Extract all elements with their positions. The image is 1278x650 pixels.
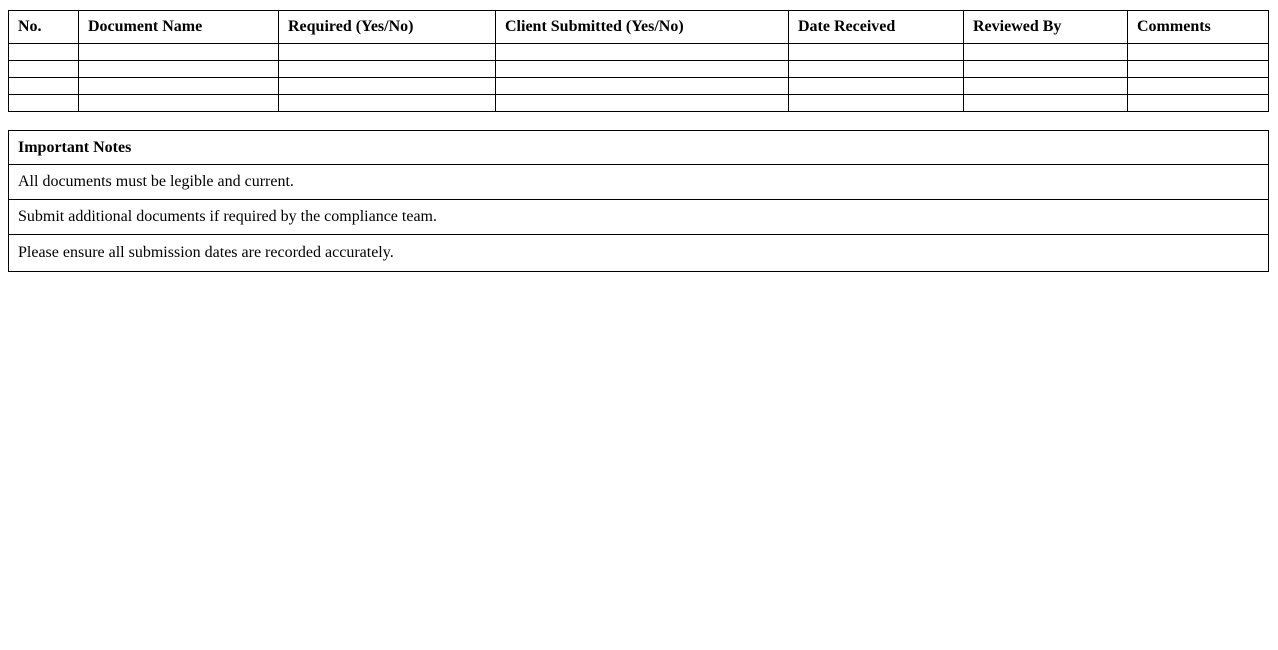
checklist-empty-row	[9, 78, 1269, 95]
checklist-header-row	[9, 11, 1269, 44]
empty-cell-client-submitted	[496, 44, 789, 61]
empty-cell-comments	[1128, 61, 1269, 78]
column-header-document-name: Document Name	[79, 11, 279, 44]
notes-title: Important Notes	[9, 131, 1269, 165]
empty-cell-comments	[1128, 44, 1269, 61]
column-header-no: No.	[9, 11, 79, 44]
empty-cell-reviewed-by	[964, 61, 1128, 78]
empty-cell-date-received	[789, 61, 964, 78]
empty-cell-no	[9, 61, 79, 78]
empty-cell-document-name	[79, 44, 279, 61]
empty-cell-document-name	[79, 61, 279, 78]
notes-title-row	[9, 131, 1269, 165]
note-row	[9, 235, 1269, 272]
checklist-empty-row	[9, 44, 1269, 61]
checklist-empty-row	[9, 61, 1269, 78]
column-header-date-received: Date Received	[789, 11, 964, 44]
empty-cell-comments	[1128, 78, 1269, 95]
empty-cell-client-submitted	[496, 95, 789, 112]
document-page	[0, 0, 1278, 272]
empty-cell-date-received	[789, 78, 964, 95]
empty-cell-reviewed-by	[964, 44, 1128, 61]
empty-cell-required	[279, 44, 496, 61]
column-header-comments: Comments	[1128, 11, 1269, 44]
note-item: Submit additional documents if required by the compliance team.	[9, 200, 1269, 235]
note-row	[9, 200, 1269, 235]
checklist-empty-row	[9, 95, 1269, 112]
empty-cell-client-submitted	[496, 78, 789, 95]
important-notes-table	[8, 130, 1269, 272]
note-row	[9, 165, 1269, 200]
note-item: All documents must be legible and current.	[9, 165, 1269, 200]
empty-cell-reviewed-by	[964, 78, 1128, 95]
empty-cell-date-received	[789, 44, 964, 61]
empty-cell-document-name	[79, 78, 279, 95]
column-header-client-submitted: Client Submitted (Yes/No)	[496, 11, 789, 44]
empty-cell-required	[279, 78, 496, 95]
column-header-required: Required (Yes/No)	[279, 11, 496, 44]
empty-cell-no	[9, 95, 79, 112]
empty-cell-reviewed-by	[964, 95, 1128, 112]
note-item: Please ensure all submission dates are recorded accurately.	[9, 235, 1269, 272]
empty-cell-comments	[1128, 95, 1269, 112]
empty-cell-date-received	[789, 95, 964, 112]
empty-cell-no	[9, 78, 79, 95]
column-header-reviewed-by: Reviewed By	[964, 11, 1128, 44]
empty-cell-client-submitted	[496, 61, 789, 78]
document-checklist-table	[8, 10, 1269, 112]
empty-cell-required	[279, 95, 496, 112]
empty-cell-no	[9, 44, 79, 61]
empty-cell-required	[279, 61, 496, 78]
empty-cell-document-name	[79, 95, 279, 112]
